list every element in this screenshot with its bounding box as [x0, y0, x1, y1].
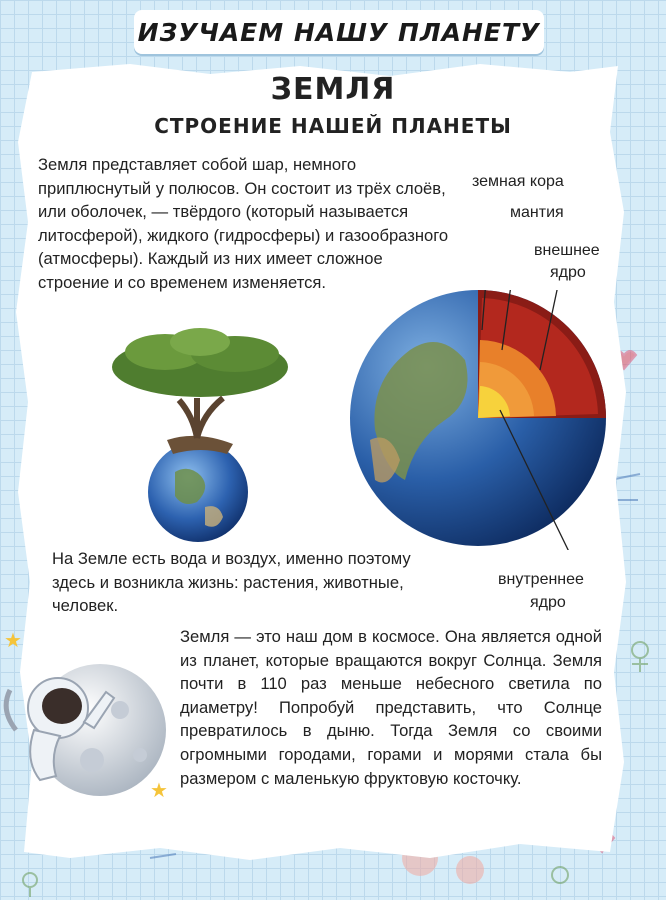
label-outer-core-line2: ядро [550, 264, 586, 281]
banner-text: ИЗУЧАЕМ НАШУ ПЛАНЕТУ [137, 17, 541, 47]
section-banner [134, 10, 544, 54]
page-subtitle: СТРОЕНИЕ НАШЕЙ ПЛАНЕТЫ [154, 114, 512, 138]
paragraph-life: На Земле есть вода и воздух, именно поэтому здесь и возникла жизнь: растения, животные, человек. [52, 549, 411, 616]
label-inner-core-line1: внутреннее [498, 571, 584, 588]
tree-on-earth-illustration [105, 322, 295, 552]
astronaut-illustration [0, 630, 180, 800]
label-mantle: мантия [510, 204, 564, 221]
paragraph-home: Земля — это наш дом в космосе. Она является одной из планет, которые вращаются вокруг Солнца. Земля почти в 110 раз меньше небесного светила по диаметру! Попробуй представить, что Солнце превратилось в дыню. Тогда Земля со своими огромными городами, горами и морями стала бы размером с маленькую фруктовую косточку. [180, 627, 602, 788]
label-inner-core-line2: ядро [530, 594, 566, 611]
paragraph-structure: Земля представляет собой шар, немного приплюснутый у полюсов. Он состоит из трёх слоёв, или оболочек, — твёрдого (который называется литосферой), жидкого (гидросферы) и газообразного (атмосферы). Каждый из них имеет сложное строение и со временем изменяется. [38, 155, 449, 292]
star-icon: ★ [150, 778, 168, 802]
label-outer-core-line1: внешнее [534, 242, 600, 259]
earth-structure-diagram [350, 290, 610, 550]
page-title: ЗЕМЛЯ [270, 72, 396, 107]
label-crust: земная кора [472, 173, 564, 190]
star-icon: ★ [4, 628, 22, 652]
